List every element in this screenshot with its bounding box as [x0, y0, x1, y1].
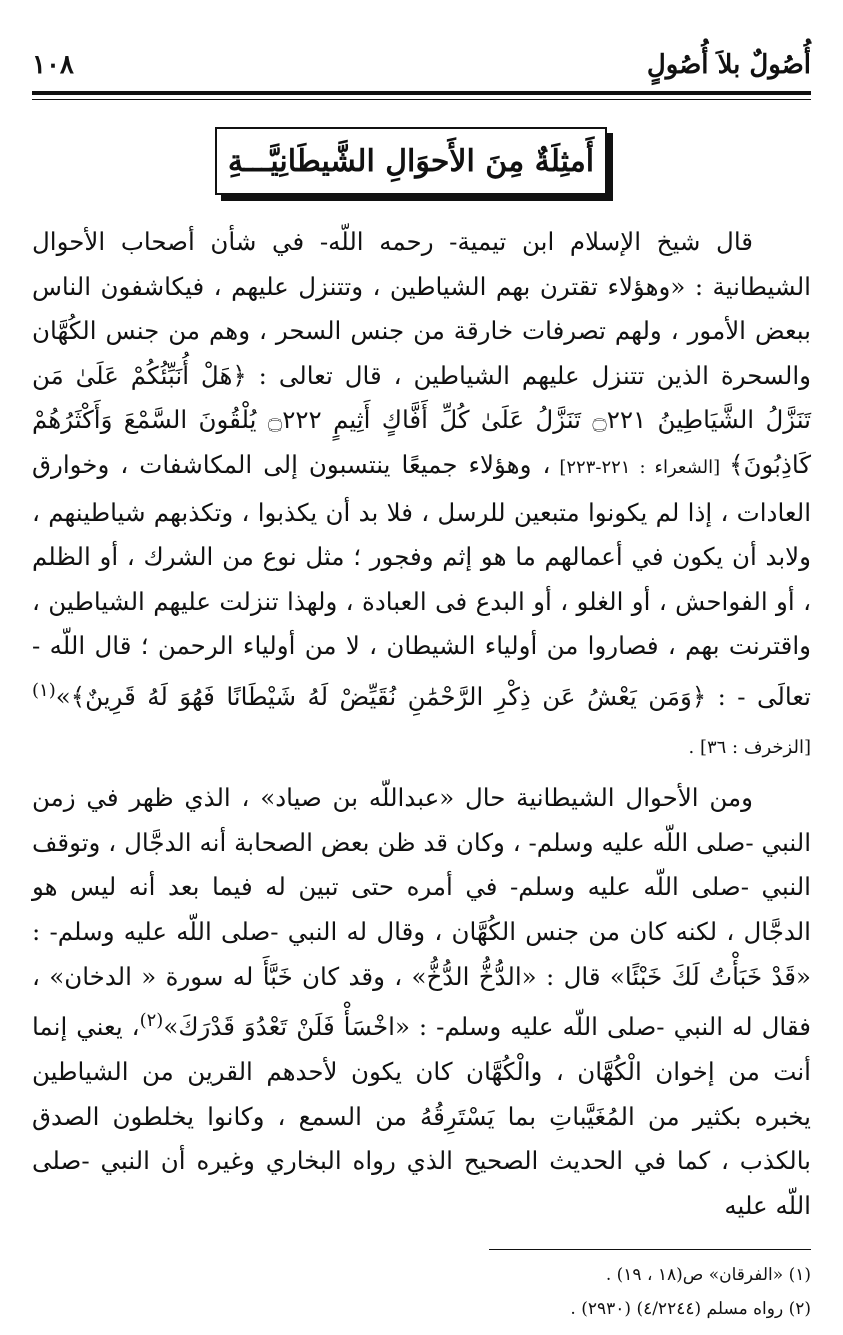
running-header: [32, 48, 811, 88]
surah-reference-ash-shuara: [الشعراء : ٢٢١-٢٢٣]: [550, 456, 730, 478]
paragraph-2: [32, 776, 811, 1228]
footnote-marker-2[interactable]: (٢): [139, 1010, 164, 1032]
paragraph-1-part-b: ، وهؤلاء جميعًا ينتسبون إلى المكاشفات ، وخوارق العادات ، إذا لم يكونوا متبعين للرسل ، فلا بد أن يكذبوا ، وتكذبهم شياطينهم ، ولابد أن يكون في أعمالهم ما هو إثم وفجور ؛ مثل نوع من الشرك ، أو الظلم ، أو الفواحش ، أو الغلو ، أو البدع فى العبادة ، ولهذا تنزلت عليهم الشياطين ، واقترنت بهم ، فصاروا من أولياء الشيطان ، لا من أولياء الرحمن ؛ قال اللّه - تعالَى - :: [32, 449, 811, 712]
surah-reference-az-zukhruf: [الزخرف : ٣٦] .: [688, 736, 811, 758]
paragraph-2-part-b: ، يعني إنما أنت من إخوان الْكُهَّان ، والْكُهَّان كان يكون لأحدهم القرين من الشياطين يخبره بكثير من المُغَيَّباتِ بما يَسْتَرِقُهُ من السمع ، وكانوا يخلطون الصدق بالكذب ، كما في الحديث الصحيح الذي رواه البخاري وغيره أن النبي -صلى اللّه عليه: [32, 1012, 811, 1220]
body-text: [32, 220, 811, 1228]
section-title: أَمثِلَةٌ مِنَ الأَحوَالِ الشَّيطَانِيَّـــةِ: [227, 143, 595, 179]
header-rule-thin: [32, 99, 811, 100]
footnote-marker-1[interactable]: (١): [32, 679, 56, 701]
header-rule-thick: [32, 91, 811, 95]
footnote-1: (١) «الفرقان» ص(١٨ ، ١٩) .: [605, 1265, 811, 1285]
footnote-separator: [489, 1249, 811, 1250]
quran-verse-ash-shuara: ﴿هَلْ أُنَبِّئُكُمْ عَلَىٰ مَن تَنَزَّلُ الشَّيَاطِينُ ۝٢٢١ تَنَزَّلُ عَلَىٰ كُلِّ أَفَّاكٍ أَثِيمٍ ۝٢٢٢ يُلْقُونَ السَّمْعَ وَأَكْثَرُهُمْ كَاذِبُونَ﴾: [32, 360, 811, 479]
closing-quote: »: [55, 682, 71, 712]
book-title: أُصُولٌ بلاَ أُصُولٍ: [646, 50, 811, 80]
paragraph-1: [32, 220, 811, 770]
footnote-2: (٢) رواه مسلم (٤/٢٢٤٤) (٢٩٣٠) .: [570, 1299, 811, 1319]
page-number: ١٠٨: [32, 50, 74, 80]
footnotes: [32, 1258, 811, 1326]
paragraph-2-part-a: ومن الأحوال الشيطانية حال «عبداللّه بن صياد» ، الذي ظهر في زمن النبي -صلى اللّه عليه وسلم- ، وكان قد ظن بعض الصحابة أنه الدجَّال ، وتوقف النبي -صلى اللّه عليه وسلم- في أمره حتى تبين له فيما بعد أنه ليس هو الدجَّال ، لكنه كان من جنس الكُهَّان ، وقال له النبي -صلى اللّه عليه وسلم- : «قَدْ خَبَأْتُ لَكَ خَبْئًا» قال : «الدُّخُّ الدُّخُّ» ، وقد كان خَبَّأَ له سورة « الدخان» ، فقال له النبي -صلى اللّه عليه وسلم- : «اخْسَأْ فَلَنْ تَعْدُوَ قَدْرَكَ»: [32, 783, 811, 1042]
quran-verse-az-zukhruf: ﴿وَمَن يَعْشُ عَن ذِكْرِ الرَّحْمَٰنِ نُقَيِّضْ لَهُ شَيْطَانًا فَهُوَ لَهُ قَرِينٌ﴾: [70, 682, 707, 712]
section-title-box: [215, 127, 607, 195]
paragraph-1-part-a: قال شيخ الإسلام ابن تيمية- رحمه اللّه- في شأن أصحاب الأحوال الشيطانية : «وهؤلاء تقترن بهم الشياطين ، وتتنزل عليهم ، فيكاشفون الناس ببعض الأمور ، ولهم تصرفات خارقة من جنس السحر ، وهم من جنس الكُهَّان والسحرة الذين تتنزل عليهم الشياطين ، قال تعالى :: [32, 227, 811, 390]
